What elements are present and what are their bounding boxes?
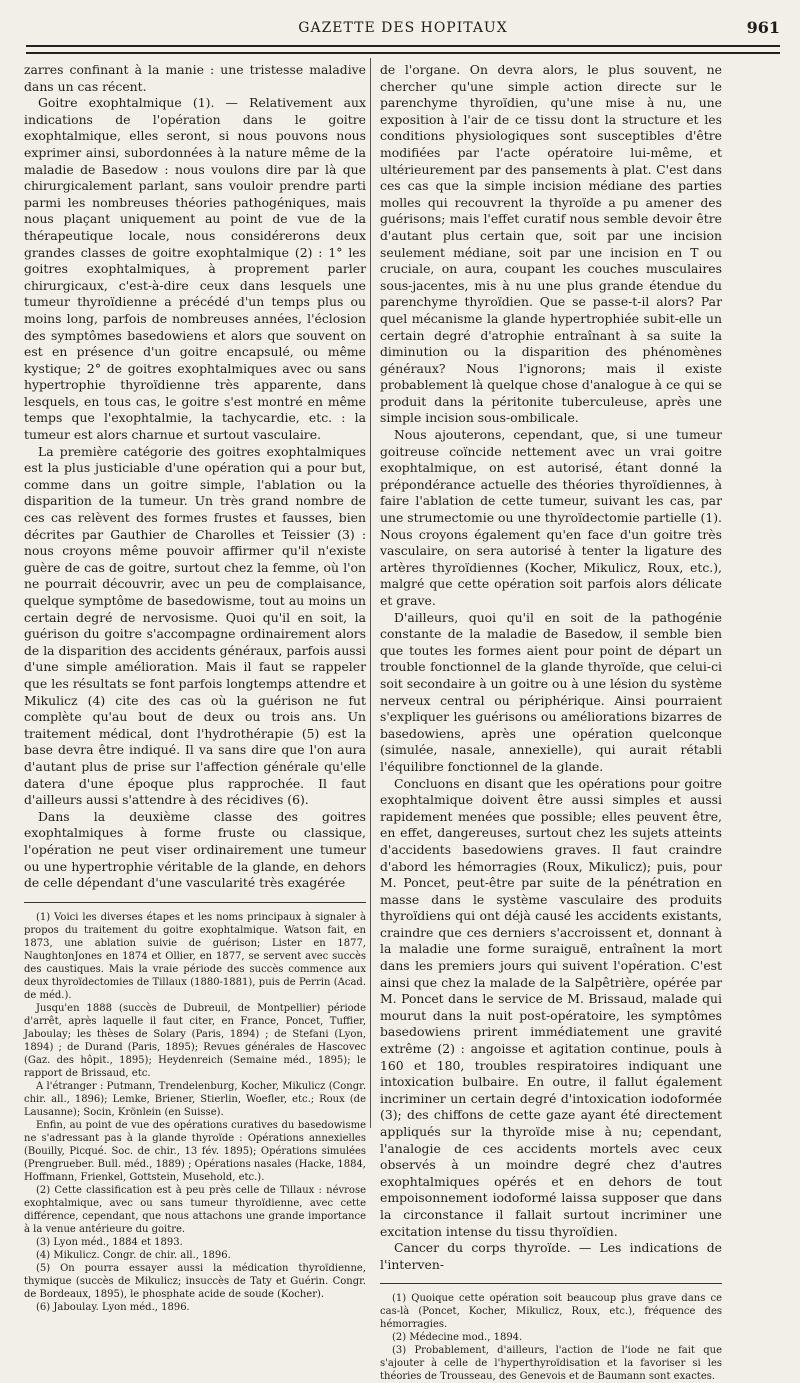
footnote: (1) Quoique cette opération soit beaucoup plus grave dans ce cas-là (Poncet, Kocher, Mikulicz, Roux, etc.), fréquence des hémorragies.: [380, 1293, 722, 1331]
footnotes: [24, 911, 366, 1314]
paragraph: Goitre exophtalmique (1). — Relativement aux indications de l'opération dans le goitre exophtalmique, elles seront, si nous pouvons nous exprimer ainsi, subordonnées à la nature même de la maladie de Basedow : nous voulons dire par là que chirurgicalement parlant, sans vouloir prendre parti parmi les nombreuses théories pathogéniques, mais nous plaçant uniquement au point de vue de la thérapeutique locale, nous considérerons deux grandes classes de goitre exophtalmique (2) : 1° les goitres exophtalmiques, à proprement parler chirurgicaux, c'est-à-dire ceux dans lesquels une tumeur thyroïdienne a précédé d'un temps plus ou moins long, parfois de nombreuses années, l'éclosion des symptômes basedowiens et alors que souvent on est en présence d'un goitre encapsulé, ou même kystique; 2° de goitres exophtalmiques avec ou sans hypertrophie thyroïdienne très apparente, dans lesquels, en tous cas, le goitre s'est montré en même temps que l'exophtalmie, la tachycardie, etc. : la tumeur est alors charnue et surtout vasculaire.: [24, 95, 366, 443]
column-divider: [370, 58, 371, 1128]
paragraph: Dans la deuxième classe des goitres exophtalmiques à forme fruste ou classique, l'opération ne peut viser ordinairement une tumeur ou une hypertrophie véritable de la glande, en dehors de celle dépendant d'une vascularité très exagérée: [24, 808, 366, 891]
footnote-separator: [380, 1283, 722, 1284]
right-column: [380, 62, 722, 1383]
footnote: (3) Probablement, d'ailleurs, l'action de l'iode ne fait que s'ajouter à celle de l'hyperthyroïdisation et la favoriser si les théories de Trousseau, des Genevois et de Baumann sont exactes.: [380, 1345, 722, 1383]
paragraph: La première catégorie des goitres exophtalmiques est la plus justiciable d'une opération qui a pour but, comme dans un goitre simple, l'ablation ou la disparition de la tumeur. Un très grand nombre de ces cas relèvent des formes frustes et fausses, bien décrites par Gauthier de Charolles et Teissier (3) : nous croyons même pouvoir affirmer qu'il n'existe guère de cas de goitre, surtout chez la femme, où l'on ne pourrait découvrir, avec un peu de complaisance, quelque symptôme de basedowisme, tout au moins un certain degré de nervosisme. Quoi qu'il en soit, la guérison du goitre s'accompagne ordinairement alors de la disparition des accidents généraux, parfois aussi d'une simple amélioration. Mais il faut se rappeler que les résultats se font parfois longtemps attendre et Mikulicz (4) cite des cas où la guérison ne fut complète qu'au bout de deux ou trois ans. Un traitement médical, dont l'hydrothérapie (5) est la base devra être indiqué. Il va sans dire que l'on aura d'autant plus de prise sur l'affection générale qu'elle datera d'une époque plus rapprochée. Il faut d'ailleurs aussi s'attendre à des récidives (6).: [24, 443, 366, 808]
page-header: [26, 18, 780, 42]
paragraph: Cancer du corps thyroïde. — Les indications de l'interven-: [380, 1240, 722, 1272]
paragraph: D'ailleurs, quoi qu'il en soit de la pathogénie constante de la maladie de Basedow, il semble bien que toutes les formes aient pour point de départ un trouble fonctionnel de la glande thyroïde, que celui-ci soit secondaire à un goitre ou à une lésion du système nerveux central ou périphérique. Ainsi pourraient s'expliquer les guérisons ou améliorations bizarres de basedowiens, après une opération quelconque (simulée, nasale, annexielle), qui aurait rétabli l'équilibre fonctionnel de la glande.: [380, 609, 722, 774]
paragraph: zarres confinant à la manie : une tristesse maladive dans un cas récent.: [24, 62, 366, 94]
left-column: [24, 62, 366, 1313]
footnote: (6) Jaboulay. Lyon méd., 1896.: [36, 1301, 190, 1313]
footnote-separator: [24, 902, 366, 903]
footnote: Jusqu'en 1888 (succès de Dubreuil, de Montpellier) période d'arrêt, après laquelle il faut citer, en France, Poncet, Tuffier, Jaboulay; les thèses de Solary (Paris, 1894) ; de Stefani (Lyon, 1894) ; de Durand (Paris, 1895); Revues générales de Hascovec (Gaz. des hôpit., 1895); Heydenreich (Semaine méd., 1895); le rapport de Brissaud, etc.: [24, 1002, 366, 1079]
footnotes: [380, 1292, 722, 1383]
footnote: (1) Voici les diverses étapes et les noms principaux à signaler à propos du traitement du goitre exophtalmique. Watson fait, en 1873, une ablation suivie de guérison; Lister en 1877, NaughtonJones en 1874 et Ollier, en 1877, se servent avec succès des caustiques. Mais la vraie période des succès commence aux deux thyroïdectomies de Tillaux (1880-1881), puis de Perrin (Acad. de méd.).: [24, 911, 366, 1001]
footnote: (5) On pourra essayer aussi la médication thyroïdienne, thymique (succès de Mikulicz; insuccès de Taty et Guérin. Congr. de Bordeaux, 1895), le phosphate acide de soude (Kocher).: [24, 1262, 366, 1300]
footnote: (2) Médecine mod., 1894.: [392, 1332, 523, 1344]
footnote: Enfin, au point de vue des opérations curatives du basedowisme ne s'adressant pas à la glande thyroïde : Opérations annexielles (Bouilly, Picqué. Soc. de chir., 13 fév. 1895); Opérations simulées (Prengrueber. Bull. méd., 1889) ; Opérations nasales (Hacke, 1884, Hoffmann, Frienkel, Gottstein, Musehold, etc.).: [24, 1119, 366, 1183]
header-rule-top: [26, 45, 780, 47]
paragraph: de l'organe. On devra alors, le plus souvent, ne chercher qu'une simple action directe sur le parenchyme thyroïdien, qu'une mise à nu, une exposition à l'air de ce tissu dont la structure et les conditions physiologiques sont susceptibles d'être modifiées par l'acte opératoire lui-même, et ultérieurement par des pansements à plat. C'est dans ces cas que la simple incision médiane des parties molles qui recouvrent la thyroïde a pu amener des guérisons; mais l'effet curatif nous semble devoir être d'autant plus certain que, soit par une incision seulement médiane, soit par une incision en T ou cruciale, on aura, coupant les couches musculaires sous-jacentes, mis à nu une plus grande étendue du parenchyme thyroïdien. Que se passe-t-il alors? Par quel mécanisme la glande hypertrophiée subit-elle un certain degré d'atrophie entraînant à sa suite la diminution ou la disparition des phénomènes généraux? Nous l'ignorons; mais il existe probablement là quelque chose d'analogue à ce qui se produit dans la péritonite tuberculeuse, après une simple incision sous-ombilicale.: [380, 62, 722, 426]
header-rule-bottom: [26, 52, 780, 54]
footnote: (3) Lyon méd., 1884 et 1893.: [36, 1236, 183, 1248]
paragraph: Nous ajouterons, cependant, que, si une tumeur goitreuse coïncide nettement avec un vrai goitre exophtalmique, on est autorisé, étant donné la prépondérance actuelle des théories thyroïdiennes, à faire l'ablation de cette tumeur, suivant les cas, par une strumectomie ou une thyroïdectomie partielle (1). Nous croyons également qu'en face d'un goitre très vasculaire, on sera autorisé à tenter la ligature des artères thyroïdiennes (Kocher, Mikulicz, Roux, etc.), malgré que cette opération soit parfois alors délicate et grave.: [380, 427, 722, 608]
page-number: 961: [746, 18, 780, 37]
footnote: A l'étranger : Putmann, Trendelenburg, Kocher, Mikulicz (Congr. chir. all., 1896); Lemke, Briener, Stierlin, Woefler, etc.; Roux (de Lausanne); Socin, Krönlein (en Suisse).: [24, 1080, 366, 1118]
footnote: (2) Cette classification est à peu près celle de Tillaux : névrose exophtalmique, avec ou sans tumeur thyroïdienne, avec cette différence, cependant, que nous attachons une grande importance à la venue antérieure du goitre.: [24, 1184, 366, 1235]
paragraph: Concluons en disant que les opérations pour goitre exophtalmique doivent être aussi simples et aussi rapidement menées que possible; elles peuvent être, en effet, dangereuses, surtout chez les sujets atteints d'accidents basedowiens graves. Il faut craindre d'abord les hémorragies (Roux, Mikulicz); puis, pour M. Poncet, peut-être par suite de la pénétration en masse dans le système vasculaire des produits thyroïdiens qui ont déjà causé les accidents existants, craindre que ces derniers s'accroissent et, donnant à la maladie une forme suraiguë, entraînent la mort dans les premiers jours qui suivent l'opération. C'est ainsi que chez la malade de la Salpêtrière, opérée par M. Poncet dans le service de M. Brissaud, malade qui mourut dans la nuit post-opératoire, les symptômes basedowiens prirent immédiatement une gravité extrême (2) : angoisse et agitation continue, pouls à 160 et 180, troubles respiratoires indiquant une intoxication bulbaire. En outre, il fallut également incriminer un certain degré d'intoxication iodoformée (3); des chiffons de cette gaze ayant été directement appliqués sur la thyroïde mise à nu; cependant, l'analogie de ces accidents mortels avec ceux observés à un moindre degré chez d'autres exophtalmiques opérés et en dehors de tout empoisonnement iodoformé laissa supposer que dans la circonstance il fallait surtout incriminer une excitation intense du tissu thyroïdien.: [380, 775, 722, 1239]
footnote: (4) Mikulicz. Congr. de chir. all., 1896.: [36, 1249, 231, 1261]
journal-title: GAZETTE DES HOPITAUX: [298, 20, 508, 36]
